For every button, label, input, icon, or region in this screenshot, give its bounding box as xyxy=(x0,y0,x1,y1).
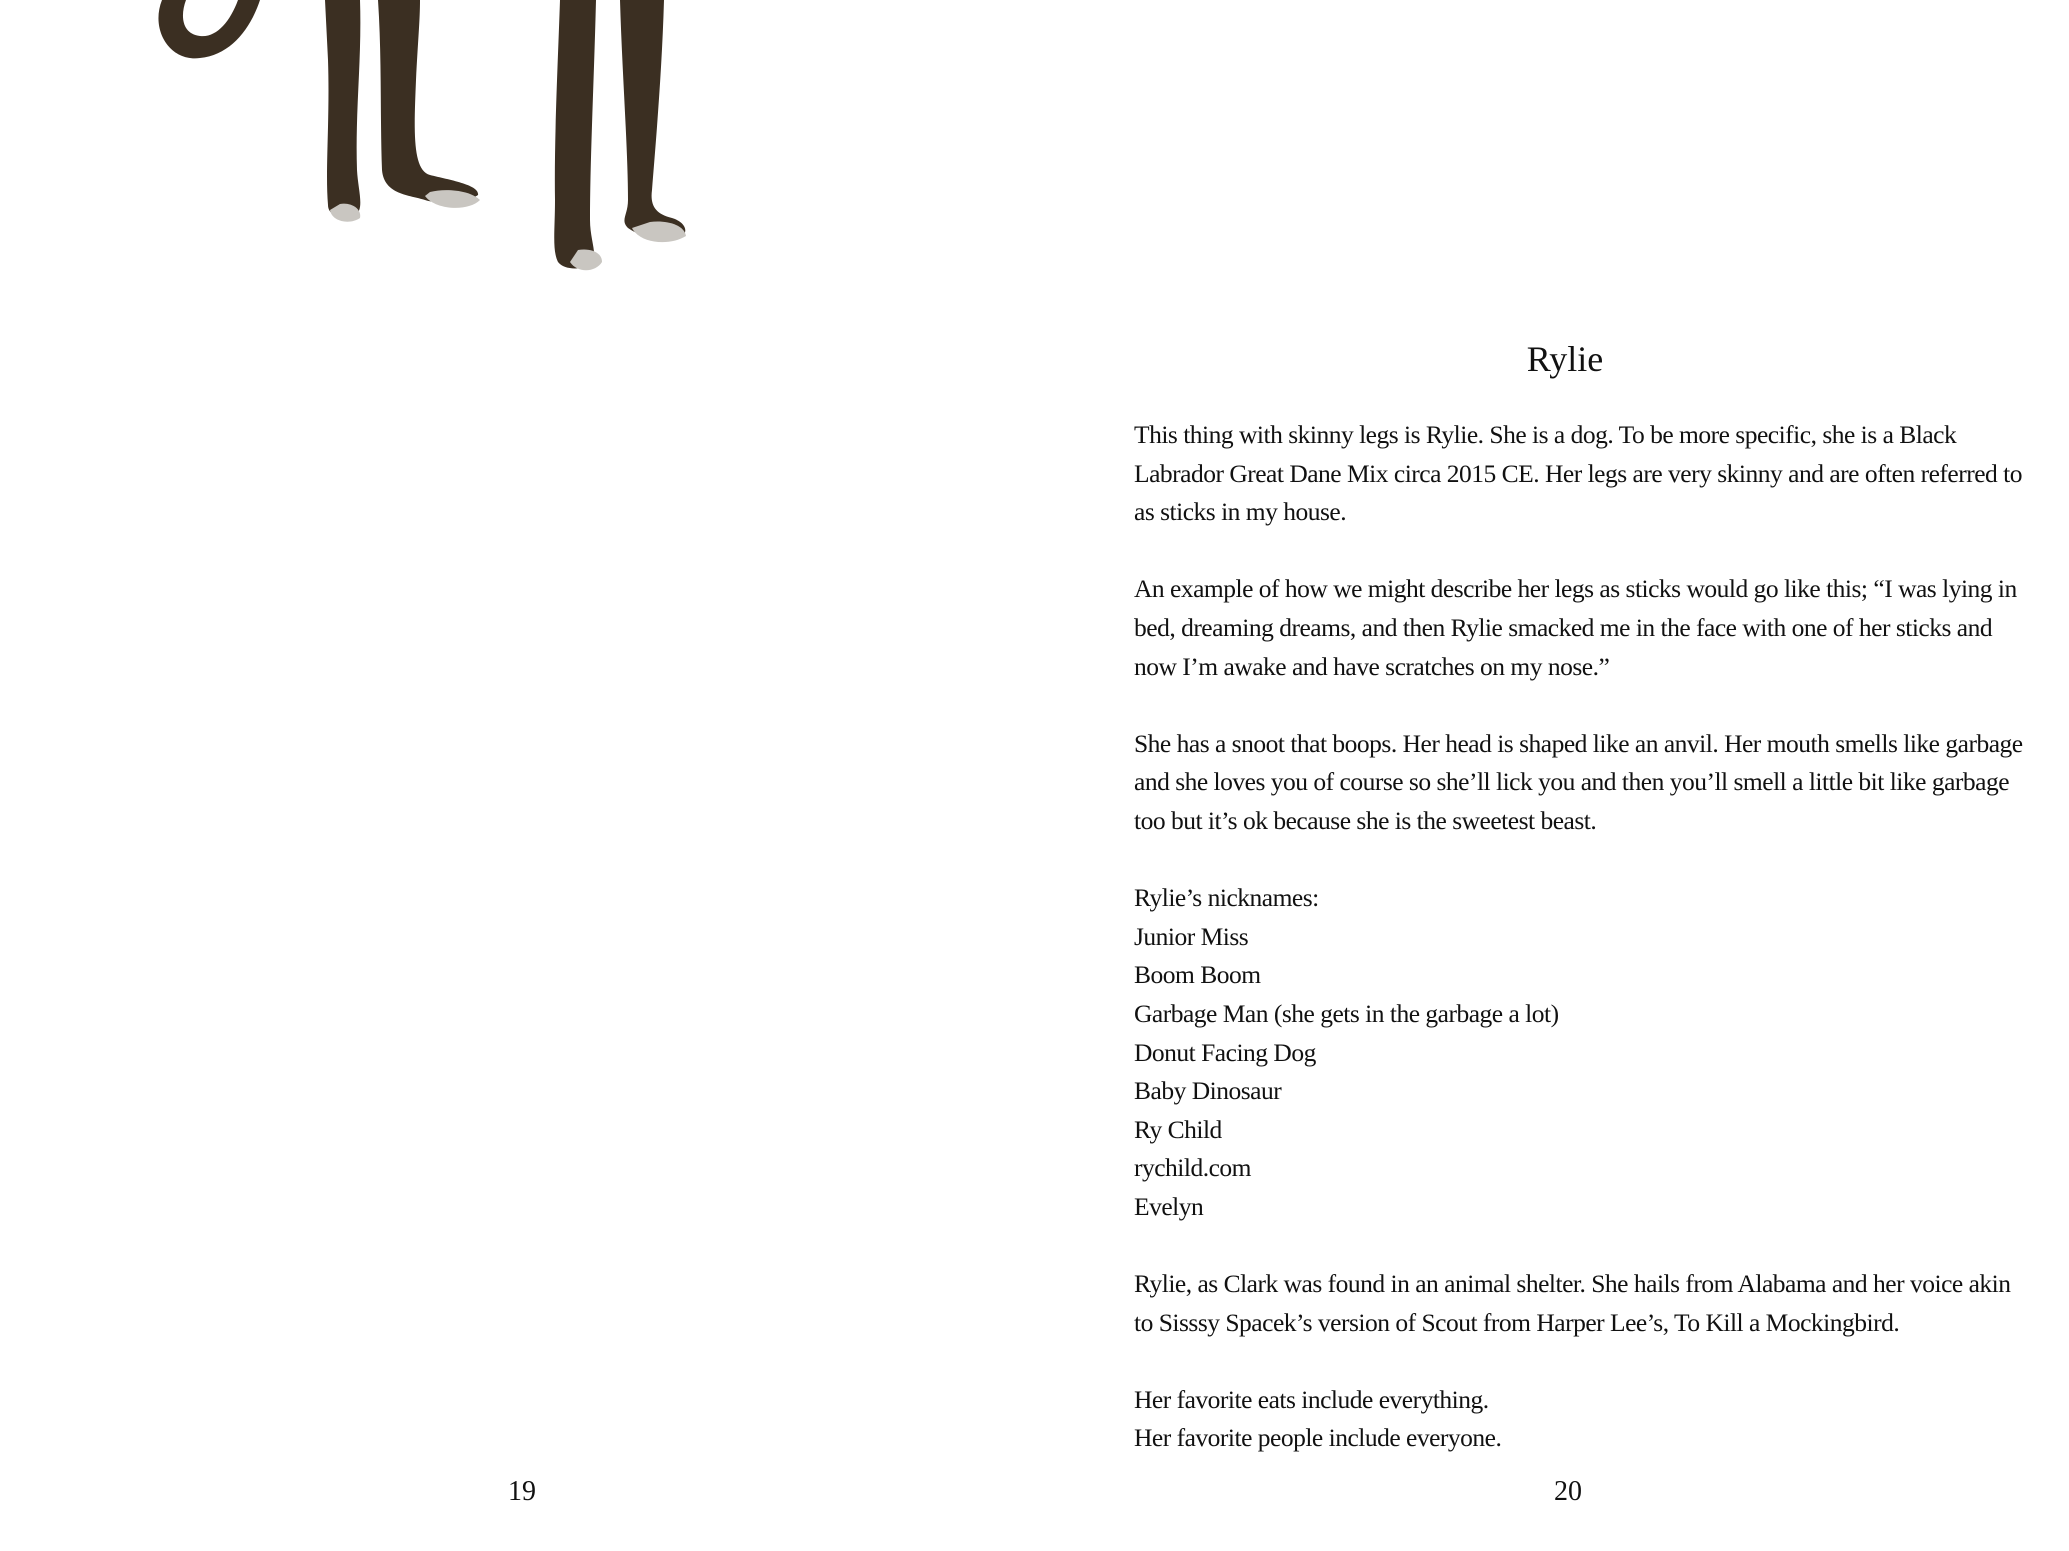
page-number-left: 19 xyxy=(508,1476,536,1507)
nickname-item: Ry Child xyxy=(1134,1114,1222,1144)
dog-back-leg-right xyxy=(378,0,478,202)
nickname-item: Garbage Man (she gets in the garbage a lot) xyxy=(1134,998,1559,1028)
nickname-item: Baby Dinosaur xyxy=(1134,1076,1282,1106)
nicknames-section xyxy=(1134,879,2034,1226)
right-page xyxy=(1034,0,2069,1551)
dog-front-leg-left xyxy=(554,0,596,268)
nickname-item: rychild.com xyxy=(1134,1153,1252,1183)
nicknames-list xyxy=(1134,918,2034,1227)
left-page xyxy=(0,0,1034,1551)
paragraph-sticks-example: An example of how we might describe her legs as sticks would go like this; “I was lying in bed, dreaming dreams, and then Rylie smacked me in the face with one of her sticks and now I’m awake and have scratches on my nose.” xyxy=(1134,574,2017,681)
nickname-item: Donut Facing Dog xyxy=(1134,1037,1316,1067)
chapter-body xyxy=(1134,416,2034,1458)
dog-tail xyxy=(158,0,260,58)
favorite-people: Her favorite people include everyone. xyxy=(1134,1423,1502,1453)
page-number-right: 20 xyxy=(1554,1476,1582,1507)
nickname-item: Evelyn xyxy=(1134,1191,1204,1221)
dog-front-leg-right xyxy=(620,0,685,239)
dog-back-leg-left xyxy=(325,0,360,217)
nickname-item: Boom Boom xyxy=(1134,960,1261,990)
favorite-eats: Her favorite eats include everything. xyxy=(1134,1384,1489,1414)
chapter-title: Rylie xyxy=(1526,339,1604,379)
nickname-item: Junior Miss xyxy=(1134,921,1249,951)
nicknames-heading: Rylie’s nicknames: xyxy=(1134,883,1319,913)
paragraph-snoot: She has a snoot that boops. Her head is shaped like an anvil. Her mouth smells like garbage and she loves you of course so she’ll lick you and then you’ll smell a little bit like garbage too but it’s ok because she is the sweetest beast. xyxy=(1134,728,2023,835)
dog-legs-illustration xyxy=(150,0,730,280)
paragraph-origin: Rylie, as Clark was found in an animal shelter. She hails from Alabama and her voice akin to Sisssy Spacek’s version of Scout from Harper Lee’s, To Kill a Mockingbird. xyxy=(1134,1269,2011,1337)
paragraph-intro: This thing with skinny legs is Rylie. She is a dog. To be more specific, she is a Black Labrador Great Dane Mix circa 2015 CE. Her legs are very skinny and are often referred to as sticks in my house. xyxy=(1134,420,2022,527)
